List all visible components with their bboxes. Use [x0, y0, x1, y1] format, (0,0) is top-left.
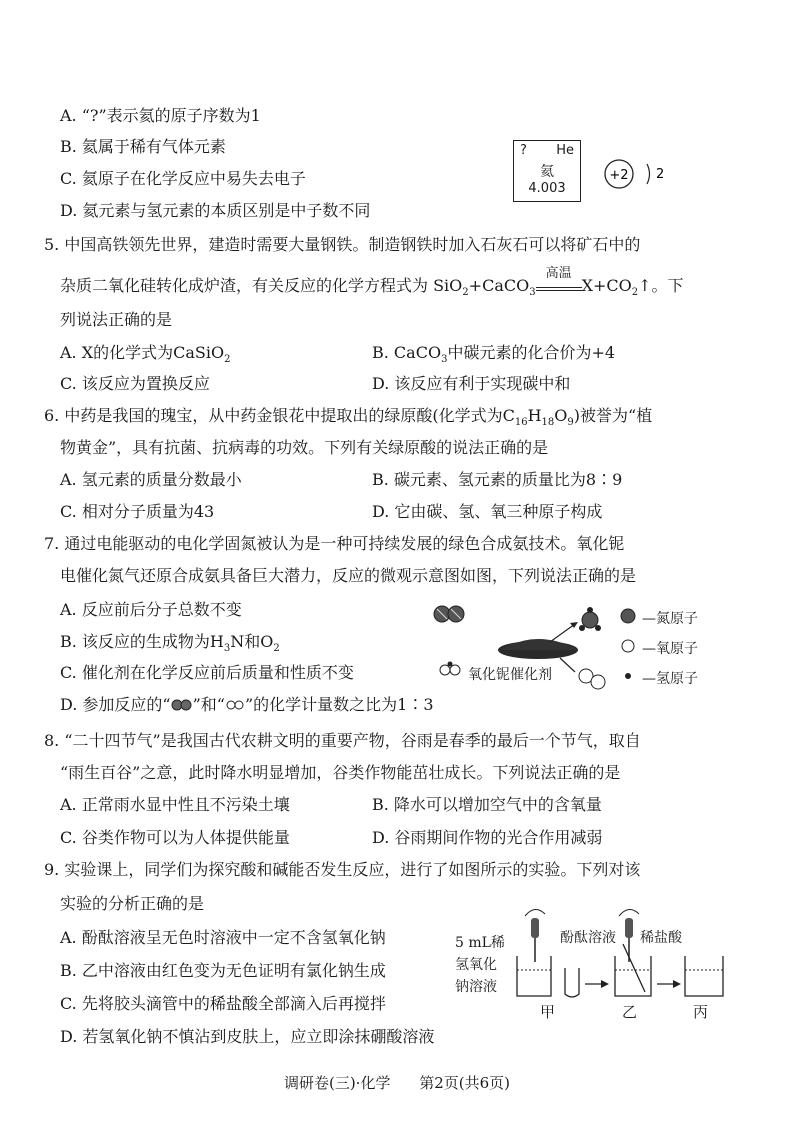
q8-option-a: A. 正常雨水显中性且不污染土壤 [60, 795, 290, 814]
naoh-solution-label: 5 mL稀 氢氧化 钠溶液 [455, 935, 505, 995]
q6-stem-line2: 物黄金”，具有抗菌、抗病毒的功效。下列有关绿原酸的说法正确的是 [60, 438, 549, 457]
nucleus-charge: +2 [609, 168, 629, 183]
element-card [513, 140, 581, 202]
q5-option-d: D. 该反应有利于实现碳中和 [372, 374, 571, 393]
q6-option-a: A. 氢元素的质量分数最小 [60, 470, 242, 489]
q9-stem-line1: 9. 实验课上，同学们为探究酸和碱能否发生反应，进行了如图所示的实验。下列对该 [44, 860, 641, 879]
q5-stem-line2: 杂质二氧化硅转化成炉渣，有关反应的化学方程式为 SiO$_2$+CaCO$_3$ 高温 $X+CO_2↑$。下 [60, 266, 684, 298]
h2o-reactant-icon [440, 662, 460, 676]
legend-hydrogen: —氢原子 [642, 671, 698, 687]
atomic-number: ? [520, 143, 527, 158]
electron-count: 2 [656, 167, 665, 182]
beaker-label-bing: 丙 [693, 1003, 709, 1021]
ammonia-molecule-icon [579, 607, 601, 631]
footer-title: 调研卷(三)·化学 [283, 1074, 391, 1092]
q8-stem-line2: “雨生百谷”之意，此时降水明显增加，谷类作物能茁壮成长。下列说法正确的是 [60, 763, 621, 782]
q4-option-c: C. 氦原子在化学反应中易失去电子 [60, 169, 306, 188]
q7-option-d: D. 参加反应的“ ”和“ ”的化学计量数之比为1∶3 [60, 695, 434, 714]
element-symbol: He [556, 143, 574, 158]
q9-option-a: A. 酚酞溶液呈无色时溶液中一定不含氢氧化钠 [60, 928, 386, 947]
q5-stem-line1: 5. 中国高铁领先世界，建造时需要大量钢铁。制造钢铁时加入石灰石可以将矿石中的 [44, 235, 641, 254]
q9-stem-line2: 实验的分析正确的是 [60, 894, 205, 913]
q9-option-d: D. 若氢氧化钠不慎沾到皮肤上，应立即涂抹硼酸溶液 [60, 1027, 435, 1046]
q8-option-c: C. 谷类作物可以为人体提供能量 [60, 828, 290, 847]
q4-option-a: A. “?”表示氦的原子序数为1 [60, 106, 261, 125]
q6-stem-line1: 6. 中药是我国的瑰宝，从中药金银花中提取出的绿原酸(化学式为$C_{16}H_{18}O_9$)被誉为“植 [44, 406, 653, 428]
experiment-diagram [505, 904, 745, 1004]
beaker-bing-icon [685, 956, 723, 996]
q4-option-b: B. 氦属于稀有气体元素 [60, 137, 226, 156]
q7-option-b: B. 该反应的生成物为$H_3N$和$O_2$ [60, 632, 280, 654]
q6-option-d: D. 它由碳、氢、氧三种原子构成 [372, 502, 603, 521]
q6-option-c: C. 相对分子质量为43 [60, 502, 215, 521]
q8-option-d: D. 谷雨期间作物的光合作用减弱 [372, 828, 603, 847]
q4-option-d: D. 氦元素与氢元素的本质区别是中子数不同 [60, 201, 371, 220]
q7-stem-line2: 电催化氮气还原合成氨具备巨大潜力，反应的微观示意图如图，下列说法正确的是 [60, 566, 637, 585]
element-name: 氦 [540, 164, 554, 180]
beaker-label-yi: 乙 [622, 1003, 638, 1021]
hcl-label: 稀盐酸 [640, 927, 682, 947]
q6-option-b: B. 碳元素、氢元素的质量比为8∶9 [372, 470, 623, 489]
hydrogen-molecule-icon [225, 699, 245, 711]
q5-option-b: B. CaCO$_3$中碳元素的化合价为+4 [372, 343, 616, 365]
catalyst-label: 氧化铌催化剂 [468, 667, 552, 683]
page-footer [0, 1072, 794, 1093]
oxygen-molecule-icon [579, 669, 605, 689]
q7-option-c: C. 催化剂在化学反应前后质量和性质不变 [60, 663, 354, 682]
legend-nitrogen: —氮原子 [642, 611, 698, 627]
q7-stem-line1: 7. 通过电能驱动的电化学固氮被认为是一种可持续发展的绿色合成氨技术。氧化铌 [44, 534, 625, 553]
atomic-mass: 4.003 [528, 181, 566, 196]
q7-option-a: A. 反应前后分子总数不变 [60, 600, 242, 619]
hydrogen-atom-legend-icon [625, 673, 631, 679]
reaction-condition: 高温 [536, 278, 582, 291]
legend-oxygen: —氧原子 [642, 641, 698, 657]
beaker-label-jia: 甲 [540, 1003, 556, 1021]
nitrogen-atom-legend-icon [621, 609, 635, 623]
oxygen-atom-legend-icon [622, 640, 634, 652]
q9-option-b: B. 乙中溶液由红色变为无色证明有氯化钠生成 [60, 961, 386, 980]
q8-option-b: B. 降水可以增加空气中的含氧量 [372, 795, 602, 814]
q5-option-a: A. X的化学式为CaSiO$_2$ [60, 343, 231, 365]
q8-stem-line1: 8. “二十四节气”是我国古代农耕文明的重要产物，谷雨是春季的最后一个节气，取自 [44, 731, 641, 750]
beaker-jia-icon [517, 956, 551, 996]
atom-structure-diagram [600, 156, 670, 196]
beaker-yi-icon [615, 944, 651, 996]
dropper-hcl-icon [619, 909, 639, 962]
footer-page-number: 第2页(共6页) [419, 1074, 511, 1092]
dropper-phenol-icon [525, 909, 545, 962]
test-tube-icon [565, 968, 579, 997]
phenol-label: 酚酞溶液 [560, 927, 616, 947]
n2-molecule-icon [434, 606, 464, 622]
q5-option-c: C. 该反应为置换反应 [60, 374, 210, 393]
nitrogen-molecule-icon [171, 699, 193, 711]
q5-stem-line3: 列说法正确的是 [60, 310, 173, 329]
q9-option-c: C. 先将胶头滴管中的稀盐酸全部滴入后再搅拌 [60, 994, 386, 1013]
